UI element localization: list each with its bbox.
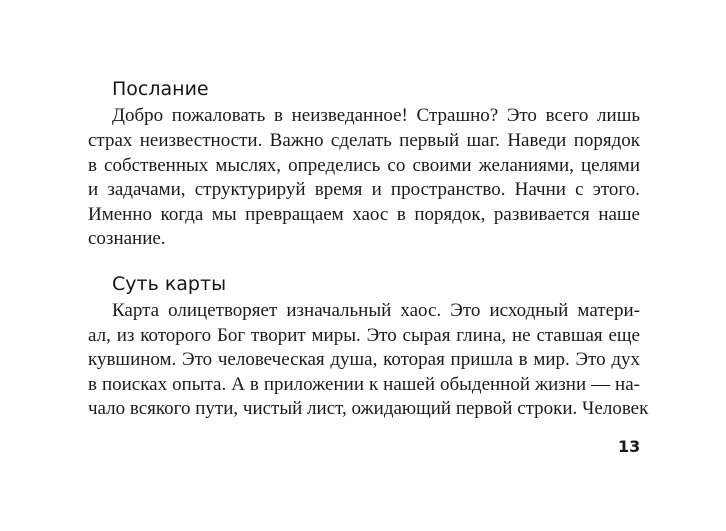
paragraph-line: кувшином. Это человеческая душа, которая пришла в мир. Это дух [88, 349, 640, 370]
section-heading-poslanie: Послание [112, 78, 209, 100]
paragraph-line: Именно когда мы превращаем хаос в порядок, развивается наше [88, 204, 640, 225]
paragraph-line: чало всякого пути, чистый лист, ожидающий первой строки. Человек [88, 398, 649, 419]
paragraph-line: Карта олицетворяет изначальный хаос. Это исходный матери- [112, 300, 640, 321]
paragraph-line: ал, из которого Бог творит миры. Это сырая глина, не ставшая еще [88, 325, 640, 346]
paragraph-line: в собственных мыслях, определись со своими желаниями, целями [88, 155, 640, 176]
paragraph-line: в поисках опыта. А в приложении к нашей обыденной жизни — на- [88, 374, 640, 395]
paragraph-line: Добро пожаловать в неизведанное! Страшно? Это всего лишь [112, 105, 640, 126]
page-number: 13 [618, 437, 641, 456]
paragraph-line: сознание. [88, 228, 166, 249]
paragraph-line: страх неизвестности. Важно сделать первый шаг. Наведи порядок [88, 130, 640, 151]
paragraph-line: и задачами, структурируй время и пространство. Начни с этого. [88, 179, 640, 200]
section-heading-sut-karty: Суть карты [112, 273, 227, 295]
